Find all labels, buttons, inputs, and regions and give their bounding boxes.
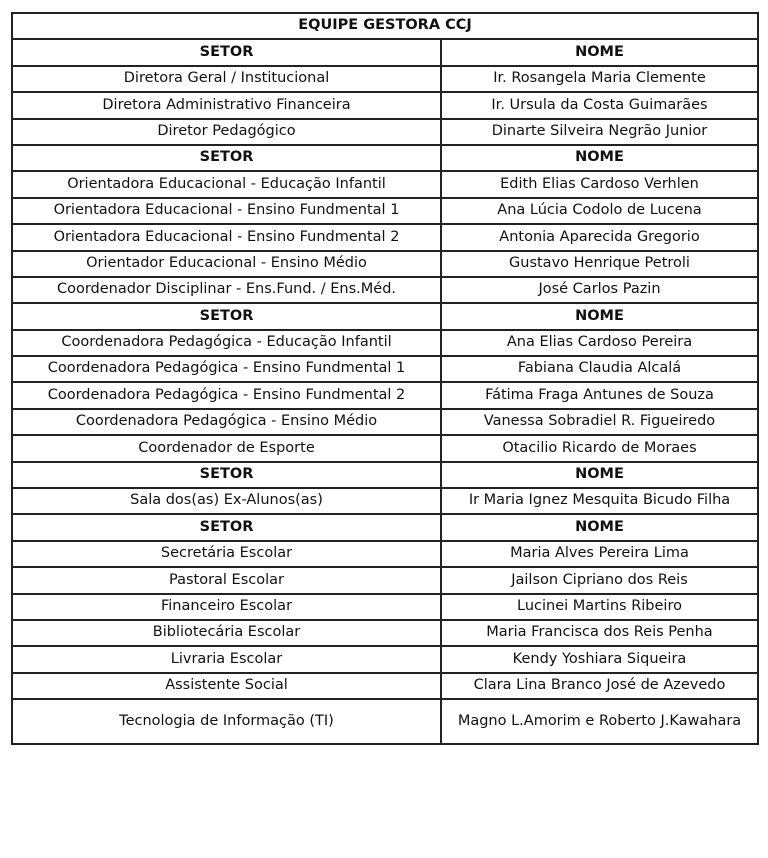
setor-cell: Coordenadora Pedagógica - Educação Infantil: [12, 330, 441, 356]
setor-cell: Financeiro Escolar: [12, 594, 441, 620]
nome-cell: Lucinei Martins Ribeiro: [441, 594, 758, 620]
table-row: [12, 171, 758, 197]
column-header-nome: NOME: [441, 303, 758, 329]
setor-cell: Coordenador de Esporte: [12, 435, 441, 461]
staff-table: [11, 12, 759, 745]
setor-cell: Orientadora Educacional - Ensino Fundmental 2: [12, 224, 441, 250]
column-header-nome: NOME: [441, 514, 758, 540]
table-row: [12, 620, 758, 646]
column-header-setor: SETOR: [12, 145, 441, 171]
table-row: [12, 567, 758, 593]
table-row: [12, 699, 758, 744]
nome-cell: Ir Maria Ignez Mesquita Bicudo Filha: [441, 488, 758, 514]
section-header-row: [12, 145, 758, 171]
setor-cell: Coordenador Disciplinar - Ens.Fund. / Ens.Méd.: [12, 277, 441, 303]
table-row: [12, 224, 758, 250]
nome-cell: Maria Francisca dos Reis Penha: [441, 620, 758, 646]
column-header-nome: NOME: [441, 462, 758, 488]
nome-cell: Ana Elias Cardoso Pereira: [441, 330, 758, 356]
table-row: [12, 92, 758, 118]
column-header-nome: NOME: [441, 39, 758, 65]
nome-cell: Gustavo Henrique Petroli: [441, 251, 758, 277]
setor-cell: Coordenadora Pedagógica - Ensino Fundmental 1: [12, 356, 441, 382]
nome-cell: Maria Alves Pereira Lima: [441, 541, 758, 567]
staff-table-body: [12, 13, 758, 744]
setor-cell: Coordenadora Pedagógica - Ensino Fundmental 2: [12, 382, 441, 408]
table-row: [12, 541, 758, 567]
setor-cell: Tecnologia de Informação (TI): [12, 699, 441, 744]
section-header-row: [12, 462, 758, 488]
nome-cell: Otacilio Ricardo de Moraes: [441, 435, 758, 461]
nome-cell: Fabiana Claudia Alcalá: [441, 356, 758, 382]
table-row: [12, 198, 758, 224]
table-row: [12, 488, 758, 514]
table-row: [12, 409, 758, 435]
column-header-nome: NOME: [441, 145, 758, 171]
nome-cell: Dinarte Silveira Negrão Junior: [441, 119, 758, 145]
column-header-setor: SETOR: [12, 303, 441, 329]
setor-cell: Diretor Pedagógico: [12, 119, 441, 145]
nome-cell: Jailson Cipriano dos Reis: [441, 567, 758, 593]
table-row: [12, 356, 758, 382]
nome-cell: Clara Lina Branco José de Azevedo: [441, 673, 758, 699]
nome-cell: Fátima Fraga Antunes de Souza: [441, 382, 758, 408]
setor-cell: Orientadora Educacional - Educação Infantil: [12, 171, 441, 197]
table-row: [12, 435, 758, 461]
nome-cell: Ir. Ursula da Costa Guimarães: [441, 92, 758, 118]
nome-cell: Kendy Yoshiara Siqueira: [441, 646, 758, 672]
column-header-setor: SETOR: [12, 462, 441, 488]
setor-cell: Diretora Administrativo Financeira: [12, 92, 441, 118]
nome-cell: Ana Lúcia Codolo de Lucena: [441, 198, 758, 224]
table-row: [12, 646, 758, 672]
table-row: [12, 119, 758, 145]
nome-cell: Vanessa Sobradiel R. Figueiredo: [441, 409, 758, 435]
nome-cell: Edith Elias Cardoso Verhlen: [441, 171, 758, 197]
section-header-row: [12, 514, 758, 540]
table-row: [12, 330, 758, 356]
column-header-setor: SETOR: [12, 514, 441, 540]
setor-cell: Livraria Escolar: [12, 646, 441, 672]
nome-cell: José Carlos Pazin: [441, 277, 758, 303]
nome-cell: Ir. Rosangela Maria Clemente: [441, 66, 758, 92]
column-header-setor: SETOR: [12, 39, 441, 65]
table-row: [12, 277, 758, 303]
setor-cell: Orientador Educacional - Ensino Médio: [12, 251, 441, 277]
setor-cell: Assistente Social: [12, 673, 441, 699]
table-title: EQUIPE GESTORA CCJ: [12, 13, 758, 39]
nome-cell: Magno L.Amorim e Roberto J.Kawahara: [441, 699, 758, 744]
title-row: [12, 13, 758, 39]
table-row: [12, 673, 758, 699]
setor-cell: Orientadora Educacional - Ensino Fundmental 1: [12, 198, 441, 224]
table-row: [12, 382, 758, 408]
setor-cell: Pastoral Escolar: [12, 567, 441, 593]
setor-cell: Sala dos(as) Ex-Alunos(as): [12, 488, 441, 514]
setor-cell: Coordenadora Pedagógica - Ensino Médio: [12, 409, 441, 435]
table-row: [12, 594, 758, 620]
setor-cell: Diretora Geral / Institucional: [12, 66, 441, 92]
section-header-row: [12, 39, 758, 65]
section-header-row: [12, 303, 758, 329]
setor-cell: Secretária Escolar: [12, 541, 441, 567]
table-row: [12, 251, 758, 277]
nome-cell: Antonia Aparecida Gregorio: [441, 224, 758, 250]
setor-cell: Bibliotecária Escolar: [12, 620, 441, 646]
table-row: [12, 66, 758, 92]
